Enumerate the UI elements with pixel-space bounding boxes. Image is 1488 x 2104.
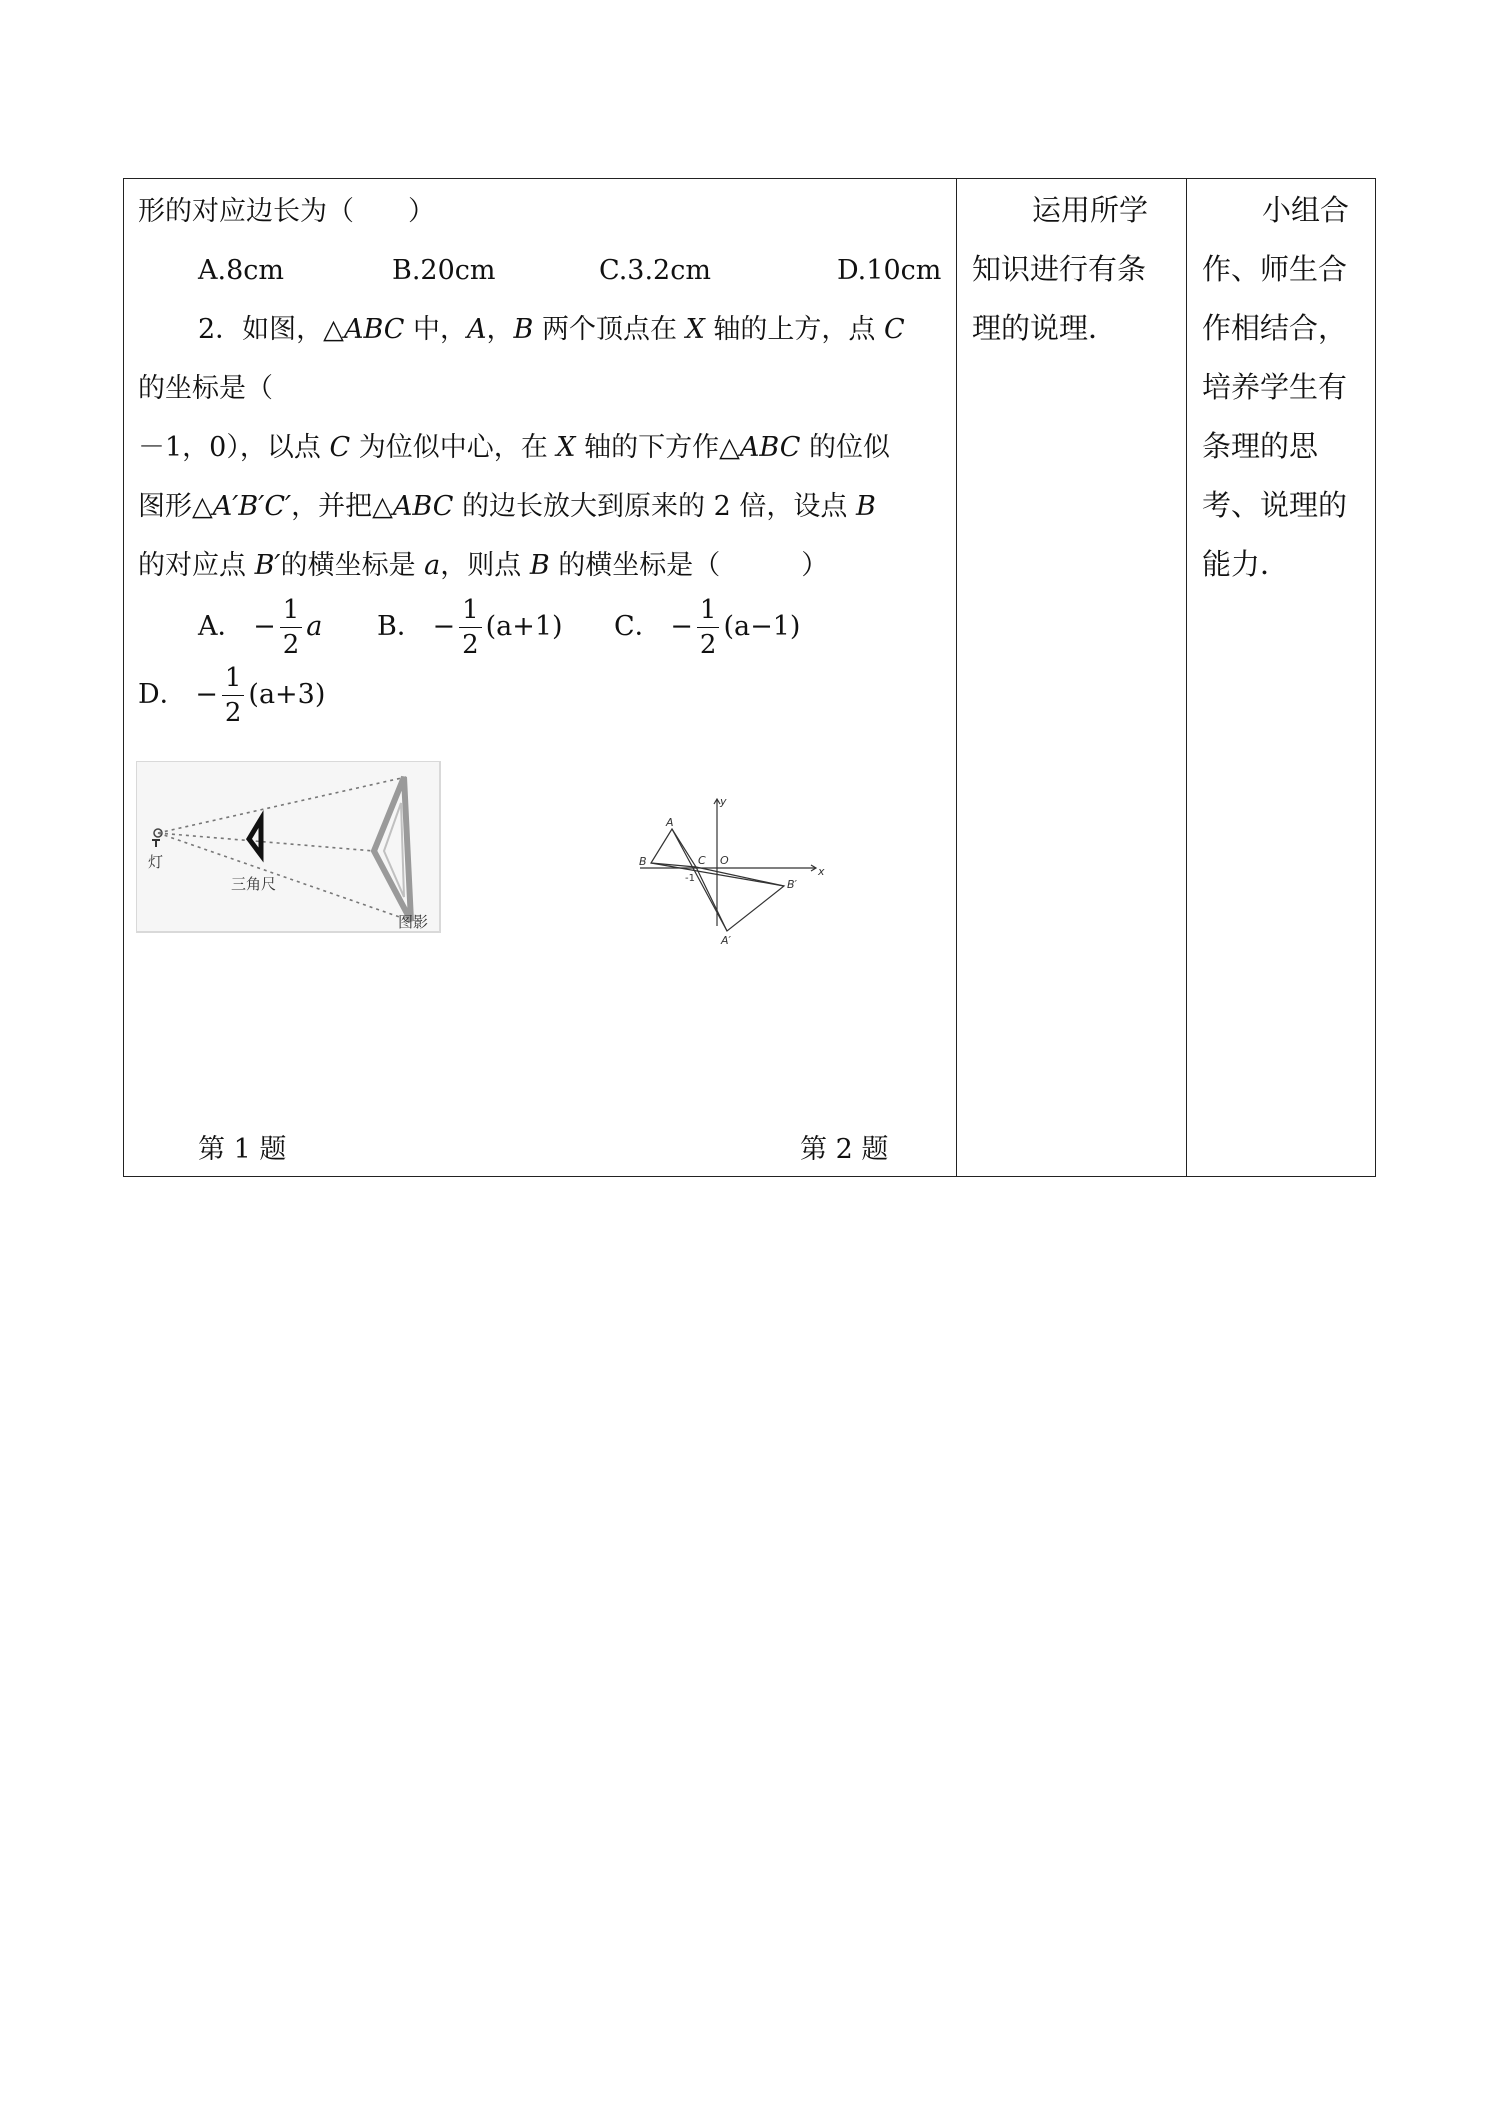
figure-2-coordinate bbox=[632, 791, 826, 966]
q1-option-d: D.10cm bbox=[837, 255, 942, 286]
q2-option-b: B． − $\frac{1}{2}$ (a+1) bbox=[377, 595, 563, 660]
design-line-3: 作相结合， bbox=[1202, 311, 1348, 345]
label-shadow: 图影 bbox=[398, 913, 429, 931]
origin-label: O bbox=[720, 854, 729, 867]
point-b-prime-label: B′ bbox=[787, 878, 798, 891]
design-line-6: 考、说理的 bbox=[1202, 488, 1348, 522]
point-a-prime-label: A′ bbox=[721, 934, 732, 947]
lesson-table bbox=[123, 178, 1376, 1177]
q2-line-3: －1，0），以点 C 为位似中心，在 X 轴的下方作△ABC 的位似 bbox=[138, 432, 890, 463]
purpose-line-3: 理的说理． bbox=[972, 311, 1118, 345]
axis-x-label: x bbox=[818, 865, 825, 878]
q2-line-4: 图形△A′B′C′，并把△ABC 的边长放大到原来的 2 倍，设点 B bbox=[138, 491, 876, 522]
design-line-7: 能力． bbox=[1202, 547, 1290, 581]
column-divider-2 bbox=[1186, 179, 1187, 1176]
point-b-label: B bbox=[639, 855, 647, 868]
minus-one-label: -1 bbox=[685, 873, 695, 884]
q1-option-b: B.20cm bbox=[392, 255, 496, 286]
column-divider-1 bbox=[956, 179, 957, 1176]
q1-option-a: A.8cm bbox=[198, 255, 284, 286]
q1-option-c: C.3.2cm bbox=[599, 255, 711, 286]
q2-option-c: C． − $\frac{1}{2}$ (a−1) bbox=[614, 595, 801, 660]
point-a-label: A bbox=[666, 816, 674, 829]
design-line-1: 小组合 bbox=[1262, 193, 1350, 227]
q2-option-d: D． − $\frac{1}{2}$ (a+3) bbox=[138, 663, 326, 728]
q2-line-1: 2．如图，△ABC 中，A，B 两个顶点在 X 轴的上方，点 C bbox=[198, 314, 905, 345]
label-lamp: 灯 bbox=[148, 853, 164, 871]
axis-y-label: y bbox=[720, 795, 727, 808]
q2-line-2: 的坐标是（ bbox=[138, 373, 273, 404]
design-line-2: 作、师生合 bbox=[1202, 252, 1348, 286]
purpose-line-2: 知识进行有条 bbox=[972, 252, 1147, 286]
purpose-line-1: 运用所学 bbox=[1032, 193, 1149, 227]
q2-line-5: 的对应点 B′的横坐标是 a，则点 B 的横坐标是（ ） bbox=[138, 550, 829, 581]
exercise-cell bbox=[124, 179, 956, 1176]
caption-figure-1: 第 1 题 bbox=[198, 1134, 287, 1165]
design-line-4: 培养学生有 bbox=[1202, 370, 1348, 404]
label-ruler: 三角尺 bbox=[231, 875, 277, 893]
caption-figure-2: 第 2 题 bbox=[800, 1134, 889, 1165]
point-c-label: C bbox=[698, 854, 706, 867]
q2-option-a: A． − $\frac{1}{2}$ a bbox=[198, 595, 323, 660]
design-line-5: 条理的思 bbox=[1202, 429, 1319, 463]
figure-1-frame bbox=[136, 761, 440, 932]
figure-1-lamp-shadow bbox=[136, 761, 441, 933]
q1-stem-end: 形的对应边长为（ ） bbox=[138, 196, 435, 227]
